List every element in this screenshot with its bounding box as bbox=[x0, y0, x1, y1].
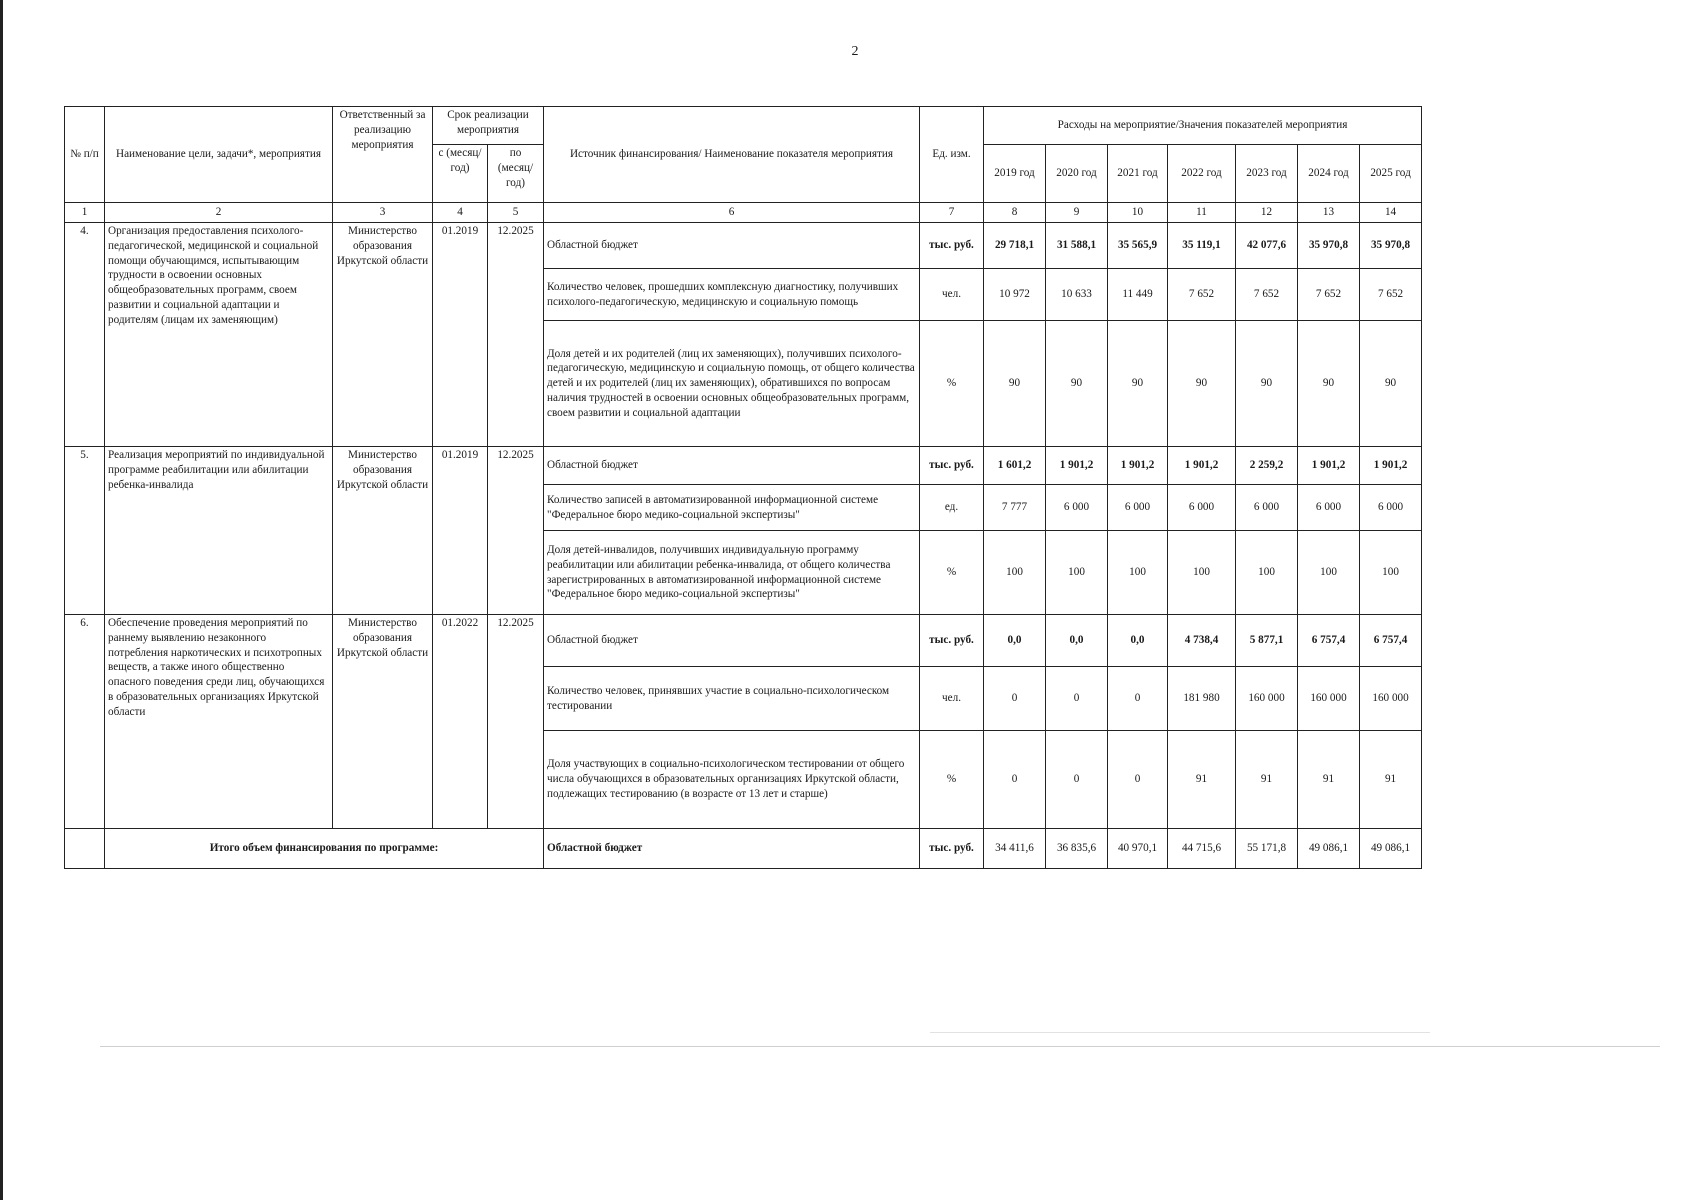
value-cell: 35 565,9 bbox=[1108, 223, 1168, 269]
unit-cell: тыс. руб. bbox=[920, 447, 984, 485]
header-year: 2022 год bbox=[1168, 145, 1236, 203]
value-cell: 7 777 bbox=[984, 485, 1046, 531]
column-number: 5 bbox=[488, 203, 544, 223]
activity-responsible: Министерство образования Иркутской области bbox=[333, 223, 433, 447]
value-cell: 91 bbox=[1168, 731, 1236, 829]
funding-source: Областной бюджет bbox=[544, 447, 920, 485]
total-value-cell: 49 086,1 bbox=[1298, 829, 1360, 869]
value-cell: 100 bbox=[1168, 531, 1236, 615]
header-term: Срок реализации мероприятия bbox=[433, 107, 544, 145]
value-cell: 90 bbox=[1046, 321, 1108, 447]
activity-term-to: 12.2025 bbox=[488, 447, 544, 615]
value-cell: 2 259,2 bbox=[1236, 447, 1298, 485]
table-row bbox=[65, 615, 1422, 667]
column-number: 2 bbox=[105, 203, 333, 223]
header-year: 2023 год bbox=[1236, 145, 1298, 203]
value-cell: 100 bbox=[984, 531, 1046, 615]
total-value-cell: 36 835,6 bbox=[1046, 829, 1108, 869]
activity-term-from: 01.2019 bbox=[433, 447, 488, 615]
value-cell: 90 bbox=[984, 321, 1046, 447]
activity-name: Обеспечение проведения мероприятий по раннему выявлению незаконного потребления наркотических и психотропных веществ, а также иного общественно опасного поведения среди лиц, обучающихся в образовательных организациях Иркутской области bbox=[105, 615, 333, 829]
indicator-name: Количество человек, прошедших комплексную диагностику, получивших психолого-педагогическую, медицинскую и социальную помощь bbox=[544, 269, 920, 321]
value-cell: 100 bbox=[1046, 531, 1108, 615]
column-number: 8 bbox=[984, 203, 1046, 223]
column-number: 1 bbox=[65, 203, 105, 223]
value-cell: 6 000 bbox=[1108, 485, 1168, 531]
indicator-name: Доля участвующих в социально-психологическом тестировании от общего числа обучающихся в образовательных организациях Иркутской области, подлежащих тестированию (в возрасте от 13 лет и старше) bbox=[544, 731, 920, 829]
value-cell: 90 bbox=[1168, 321, 1236, 447]
value-cell: 90 bbox=[1360, 321, 1422, 447]
column-number: 14 bbox=[1360, 203, 1422, 223]
value-cell: 91 bbox=[1236, 731, 1298, 829]
total-value-cell: 44 715,6 bbox=[1168, 829, 1236, 869]
value-cell: 160 000 bbox=[1236, 667, 1298, 731]
column-number: 10 bbox=[1108, 203, 1168, 223]
value-cell: 10 633 bbox=[1046, 269, 1108, 321]
header-source: Источник финансирования/ Наименование показателя мероприятия bbox=[544, 107, 920, 203]
value-cell: 0,0 bbox=[984, 615, 1046, 667]
activity-term-from: 01.2019 bbox=[433, 223, 488, 447]
column-number: 3 bbox=[333, 203, 433, 223]
total-empty-cell bbox=[65, 829, 105, 869]
header-expenses: Расходы на мероприятие/Значения показателей мероприятия bbox=[984, 107, 1422, 145]
unit-cell: % bbox=[920, 321, 984, 447]
header-year: 2024 год bbox=[1298, 145, 1360, 203]
indicator-name: Доля детей-инвалидов, получивших индивидуальную программу реабилитации или абилитации ребенка-инвалида, от общего количества зарегистрированных в автоматизированной информационной системе "Федеральное бюро медико-социальной экспертизы" bbox=[544, 531, 920, 615]
value-cell: 35 970,8 bbox=[1360, 223, 1422, 269]
column-number: 4 bbox=[433, 203, 488, 223]
header-responsible: Ответственный за реализацию мероприятия bbox=[333, 107, 433, 203]
header-num: № п/п bbox=[65, 107, 105, 203]
value-cell: 5 877,1 bbox=[1236, 615, 1298, 667]
value-cell: 100 bbox=[1360, 531, 1422, 615]
activity-responsible: Министерство образования Иркутской области bbox=[333, 615, 433, 829]
column-number: 11 bbox=[1168, 203, 1236, 223]
total-value-cell: 34 411,6 bbox=[984, 829, 1046, 869]
value-cell: 6 000 bbox=[1046, 485, 1108, 531]
activity-responsible: Министерство образования Иркутской области bbox=[333, 447, 433, 615]
value-cell: 11 449 bbox=[1108, 269, 1168, 321]
value-cell: 6 000 bbox=[1298, 485, 1360, 531]
scan-border bbox=[0, 0, 3, 1200]
header-term-to: по (месяц/ год) bbox=[488, 145, 544, 203]
value-cell: 0 bbox=[984, 731, 1046, 829]
value-cell: 0 bbox=[984, 667, 1046, 731]
value-cell: 10 972 bbox=[984, 269, 1046, 321]
value-cell: 90 bbox=[1236, 321, 1298, 447]
total-unit: тыс. руб. bbox=[920, 829, 984, 869]
value-cell: 1 901,2 bbox=[1046, 447, 1108, 485]
header-year: 2020 год bbox=[1046, 145, 1108, 203]
value-cell: 91 bbox=[1298, 731, 1360, 829]
value-cell: 0,0 bbox=[1046, 615, 1108, 667]
value-cell: 181 980 bbox=[1168, 667, 1236, 731]
funding-source: Областной бюджет bbox=[544, 223, 920, 269]
header-term-from: с (месяц/ год) bbox=[433, 145, 488, 203]
value-cell: 6 000 bbox=[1236, 485, 1298, 531]
value-cell: 35 119,1 bbox=[1168, 223, 1236, 269]
unit-cell: % bbox=[920, 531, 984, 615]
unit-cell: чел. bbox=[920, 269, 984, 321]
unit-cell: тыс. руб. bbox=[920, 223, 984, 269]
total-value-cell: 55 171,8 bbox=[1236, 829, 1298, 869]
funding-source: Областной бюджет bbox=[544, 615, 920, 667]
table-row bbox=[65, 447, 1422, 485]
value-cell: 0,0 bbox=[1108, 615, 1168, 667]
header-year: 2019 год bbox=[984, 145, 1046, 203]
activity-number: 4. bbox=[65, 223, 105, 447]
value-cell: 1 901,2 bbox=[1108, 447, 1168, 485]
total-source: Областной бюджет bbox=[544, 829, 920, 869]
total-value-cell: 40 970,1 bbox=[1108, 829, 1168, 869]
column-number: 13 bbox=[1298, 203, 1360, 223]
total-row bbox=[65, 829, 1422, 869]
value-cell: 1 901,2 bbox=[1360, 447, 1422, 485]
column-number: 9 bbox=[1046, 203, 1108, 223]
value-cell: 0 bbox=[1108, 667, 1168, 731]
value-cell: 90 bbox=[1298, 321, 1360, 447]
value-cell: 35 970,8 bbox=[1298, 223, 1360, 269]
program-table bbox=[64, 106, 1422, 869]
column-number: 6 bbox=[544, 203, 920, 223]
activity-name: Организация предоставления психолого-педагогической, медицинской и социальной помощи обучающимся, испытывающим трудности в освоении основных общеобразовательных программ, своем развитии и социальной адаптации и родителям (лицам их заменяющим) bbox=[105, 223, 333, 447]
activity-term-to: 12.2025 bbox=[488, 615, 544, 829]
value-cell: 6 757,4 bbox=[1298, 615, 1360, 667]
header-year: 2025 год bbox=[1360, 145, 1422, 203]
value-cell: 91 bbox=[1360, 731, 1422, 829]
value-cell: 160 000 bbox=[1298, 667, 1360, 731]
value-cell: 0 bbox=[1046, 667, 1108, 731]
activity-number: 6. bbox=[65, 615, 105, 829]
unit-cell: тыс. руб. bbox=[920, 615, 984, 667]
value-cell: 160 000 bbox=[1360, 667, 1422, 731]
indicator-name: Количество человек, принявших участие в социально-психологическом тестировании bbox=[544, 667, 920, 731]
activity-name: Реализация мероприятий по индивидуальной программе реабилитации или абилитации ребенка-инвалида bbox=[105, 447, 333, 615]
page-number: 2 bbox=[851, 44, 859, 59]
value-cell: 7 652 bbox=[1360, 269, 1422, 321]
total-label: Итого объем финансирования по программе: bbox=[105, 829, 544, 869]
value-cell: 100 bbox=[1298, 531, 1360, 615]
value-cell: 6 000 bbox=[1168, 485, 1236, 531]
activity-term-from: 01.2022 bbox=[433, 615, 488, 829]
value-cell: 7 652 bbox=[1236, 269, 1298, 321]
value-cell: 4 738,4 bbox=[1168, 615, 1236, 667]
column-number-row bbox=[65, 203, 1422, 223]
value-cell: 42 077,6 bbox=[1236, 223, 1298, 269]
value-cell: 100 bbox=[1236, 531, 1298, 615]
value-cell: 6 757,4 bbox=[1360, 615, 1422, 667]
column-number: 7 bbox=[920, 203, 984, 223]
scan-artifact-line bbox=[930, 1032, 1430, 1033]
scan-artifact-line bbox=[100, 1046, 1660, 1047]
value-cell: 90 bbox=[1108, 321, 1168, 447]
value-cell: 1 901,2 bbox=[1298, 447, 1360, 485]
header-unit: Ед. изм. bbox=[920, 107, 984, 203]
activity-term-to: 12.2025 bbox=[488, 223, 544, 447]
header-name: Наименование цели, задачи*, мероприятия bbox=[105, 107, 333, 203]
unit-cell: чел. bbox=[920, 667, 984, 731]
value-cell: 29 718,1 bbox=[984, 223, 1046, 269]
value-cell: 31 588,1 bbox=[1046, 223, 1108, 269]
value-cell: 100 bbox=[1108, 531, 1168, 615]
unit-cell: ед. bbox=[920, 485, 984, 531]
table-row bbox=[65, 223, 1422, 269]
header-year: 2021 год bbox=[1108, 145, 1168, 203]
value-cell: 6 000 bbox=[1360, 485, 1422, 531]
unit-cell: % bbox=[920, 731, 984, 829]
value-cell: 7 652 bbox=[1298, 269, 1360, 321]
value-cell: 1 901,2 bbox=[1168, 447, 1236, 485]
value-cell: 7 652 bbox=[1168, 269, 1236, 321]
total-value-cell: 49 086,1 bbox=[1360, 829, 1422, 869]
value-cell: 0 bbox=[1108, 731, 1168, 829]
activity-number: 5. bbox=[65, 447, 105, 615]
indicator-name: Количество записей в автоматизированной информационной системе "Федеральное бюро медико-социальной экспертизы" bbox=[544, 485, 920, 531]
column-number: 12 bbox=[1236, 203, 1298, 223]
value-cell: 1 601,2 bbox=[984, 447, 1046, 485]
indicator-name: Доля детей и их родителей (лиц их заменяющих), получивших психолого-педагогическую, медицинскую и социальную помощь, от общего количества детей и их родителей (лиц их заменяющих), обратившихся по вопросам наличия трудностей в освоении основных общеобразовательных программ, своем развитии и социальной адаптации bbox=[544, 321, 920, 447]
value-cell: 0 bbox=[1046, 731, 1108, 829]
